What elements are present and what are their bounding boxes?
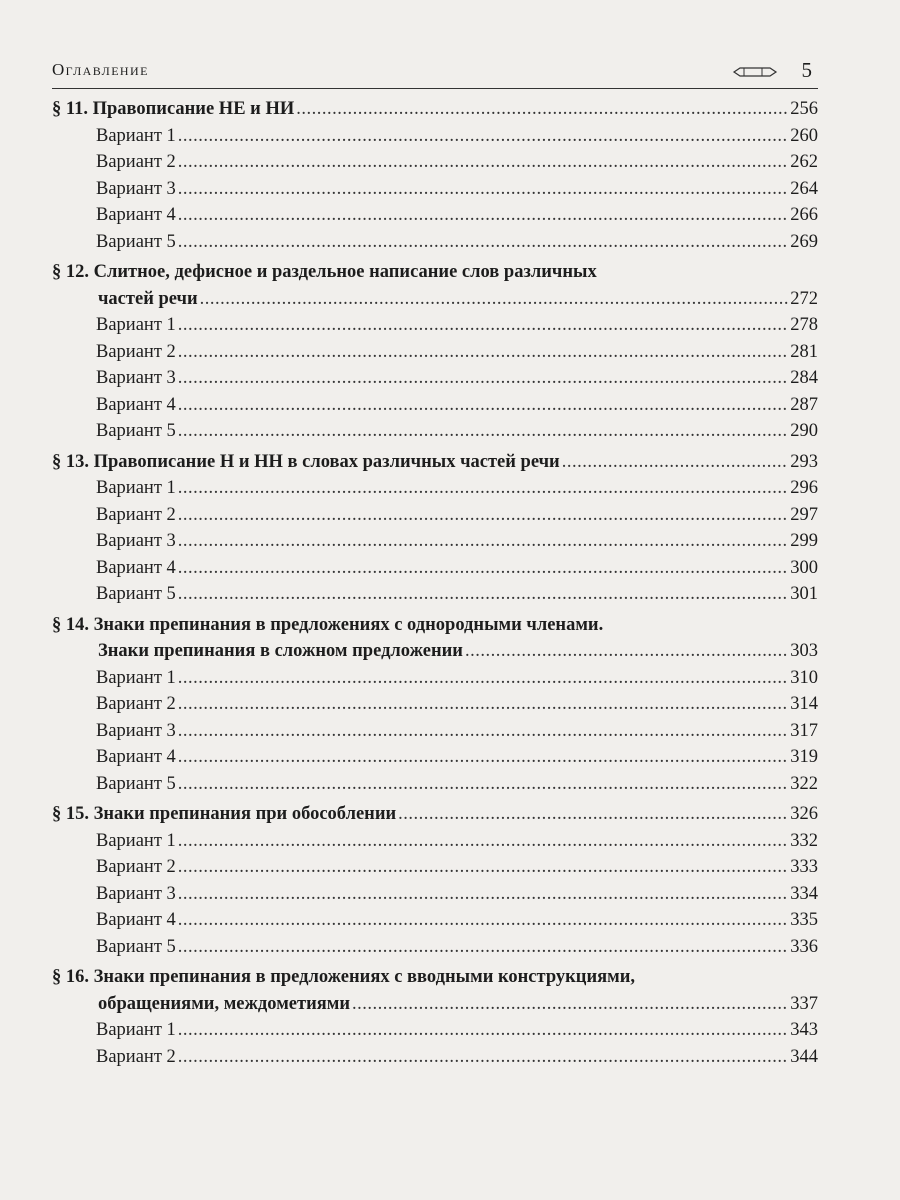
- variant-label: Вариант 5: [96, 231, 176, 252]
- toc-variant-item: [52, 149, 818, 176]
- header-title: Оглавление: [52, 60, 149, 79]
- dot-leader: [178, 771, 788, 798]
- dot-leader: [178, 339, 788, 366]
- toc-variant-item: [52, 202, 818, 229]
- dot-leader: [178, 581, 788, 608]
- variant-label: Вариант 2: [96, 694, 176, 714]
- toc-variant-item: [52, 392, 818, 419]
- variant-page-number: 314: [790, 694, 818, 714]
- toc-variant-item: [52, 339, 818, 366]
- variant-page-number: 334: [790, 883, 818, 904]
- section-title: § 11. Правописание НЕ и НИ: [52, 99, 295, 119]
- toc-section-12: [52, 259, 818, 286]
- toc-variant-item: [52, 744, 818, 771]
- section-page-number: 337: [790, 993, 818, 1014]
- variant-page-number: 278: [790, 315, 818, 335]
- variant-label: Вариант 2: [96, 152, 176, 172]
- toc-variant-item: [52, 502, 818, 529]
- variant-label: Вариант 2: [96, 857, 176, 877]
- section-title: § 13. Правописание Н и НН в словах различных частей речи: [52, 451, 560, 472]
- toc-variant-item: [52, 418, 818, 445]
- dot-leader: [178, 1017, 788, 1044]
- toc-variant-item: [52, 881, 818, 908]
- variant-page-number: 284: [790, 368, 818, 388]
- variant-label: Вариант 3: [96, 531, 176, 551]
- running-header: [52, 58, 818, 86]
- toc-variant-item: [52, 934, 818, 961]
- toc-variant-item: [52, 665, 818, 692]
- variant-label: Вариант 1: [96, 667, 176, 688]
- toc-variant-item: [52, 581, 818, 608]
- dot-leader: [178, 418, 788, 445]
- variant-page-number: 266: [790, 205, 818, 225]
- toc-variant-item: [52, 854, 818, 881]
- variant-label: Вариант 1: [96, 830, 176, 851]
- section-title: § 14. Знаки препинания в предложениях с однородными членами.: [52, 614, 604, 635]
- section-page-number: 272: [790, 288, 818, 309]
- dot-leader: [178, 365, 788, 392]
- variant-page-number: 317: [790, 720, 818, 741]
- variant-label: Вариант 5: [96, 936, 176, 957]
- dot-leader: [178, 907, 788, 934]
- variant-page-number: 260: [790, 125, 818, 146]
- variant-page-number: 281: [790, 341, 818, 362]
- variant-page-number: 269: [790, 231, 818, 252]
- pen-icon: [732, 66, 778, 78]
- dot-leader: [178, 881, 788, 908]
- toc-variant-item: [52, 528, 818, 555]
- dot-leader: [352, 991, 788, 1018]
- section-page-number: 303: [790, 641, 818, 661]
- dot-leader: [178, 528, 788, 555]
- variant-label: Вариант 3: [96, 720, 176, 741]
- table-of-contents: [52, 96, 818, 1070]
- variant-label: Вариант 3: [96, 883, 176, 904]
- section-title: § 15. Знаки препинания при обособлении: [52, 804, 397, 824]
- variant-page-number: 322: [790, 773, 818, 794]
- variant-page-number: 290: [790, 421, 818, 441]
- toc-variant-item: [52, 123, 818, 150]
- header-rule: [52, 88, 818, 89]
- dot-leader: [178, 176, 788, 203]
- variant-page-number: 336: [790, 936, 818, 957]
- toc-variant-item: [52, 555, 818, 582]
- variant-page-number: 333: [790, 857, 818, 877]
- variant-label: Вариант 1: [96, 478, 176, 498]
- variant-label: Вариант 3: [96, 368, 176, 388]
- section-page-number: 256: [790, 99, 818, 119]
- toc-section-16: [52, 964, 818, 991]
- dot-leader: [178, 475, 788, 502]
- dot-leader: [178, 718, 788, 745]
- variant-label: Вариант 5: [96, 773, 176, 794]
- dot-leader: [178, 934, 788, 961]
- toc-variant-item: [52, 718, 818, 745]
- variant-label: Вариант 4: [96, 557, 176, 578]
- variant-label: Вариант 1: [96, 125, 176, 146]
- variant-page-number: 310: [790, 667, 818, 688]
- dot-leader: [296, 96, 788, 123]
- toc-variant-item: [52, 229, 818, 256]
- variant-page-number: 344: [790, 1046, 818, 1067]
- variant-page-number: 297: [790, 504, 818, 525]
- section-title: Знаки препинания в сложном предложении: [98, 641, 463, 661]
- dot-leader: [178, 123, 788, 150]
- variant-label: Вариант 1: [96, 315, 176, 335]
- toc-variant-item: [52, 907, 818, 934]
- toc-section-13: [52, 449, 818, 476]
- variant-label: Вариант 4: [96, 205, 176, 225]
- toc-variant-item: [52, 365, 818, 392]
- dot-leader: [178, 828, 788, 855]
- variant-label: Вариант 2: [96, 1046, 176, 1067]
- toc-variant-item: [52, 828, 818, 855]
- dot-leader: [178, 229, 788, 256]
- dot-leader: [178, 854, 788, 881]
- dot-leader: [465, 638, 788, 665]
- section-page-number: 326: [790, 804, 818, 824]
- variant-page-number: 332: [790, 830, 818, 851]
- variant-label: Вариант 5: [96, 584, 176, 604]
- toc-section-12-line-2: [52, 286, 818, 313]
- dot-leader: [178, 744, 788, 771]
- dot-leader: [178, 555, 788, 582]
- variant-page-number: 299: [790, 531, 818, 551]
- toc-variant-item: [52, 771, 818, 798]
- variant-page-number: 287: [790, 394, 818, 415]
- toc-section-14: [52, 612, 818, 639]
- variant-page-number: 300: [790, 557, 818, 578]
- toc-variant-item: [52, 1017, 818, 1044]
- variant-label: Вариант 4: [96, 747, 176, 767]
- toc-section-15: [52, 801, 818, 828]
- variant-page-number: 335: [790, 910, 818, 930]
- dot-leader: [398, 801, 788, 828]
- section-page-number: 293: [790, 451, 818, 472]
- dot-leader: [200, 286, 788, 313]
- header-page-number: 5: [801, 58, 812, 82]
- toc-section-11: [52, 96, 818, 123]
- variant-page-number: 262: [790, 152, 818, 172]
- toc-variant-item: [52, 691, 818, 718]
- toc-section-16-line-2: [52, 991, 818, 1018]
- dot-leader: [178, 202, 788, 229]
- dot-leader: [178, 502, 788, 529]
- variant-page-number: 343: [790, 1020, 818, 1040]
- toc-variant-item: [52, 475, 818, 502]
- variant-label: Вариант 4: [96, 910, 176, 930]
- section-title: § 16. Знаки препинания в предложениях с вводными конструкциями,: [52, 967, 635, 987]
- variant-label: Вариант 5: [96, 421, 176, 441]
- dot-leader: [178, 312, 788, 339]
- variant-page-number: 264: [790, 178, 818, 199]
- section-title: обращениями, междометиями: [98, 993, 351, 1014]
- variant-label: Вариант 2: [96, 341, 176, 362]
- variant-page-number: 296: [790, 478, 818, 498]
- variant-label: Вариант 3: [96, 178, 176, 199]
- toc-variant-item: [52, 312, 818, 339]
- section-title: § 12. Слитное, дефисное и раздельное написание слов различных: [52, 262, 597, 282]
- dot-leader: [178, 149, 788, 176]
- toc-variant-item: [52, 1044, 818, 1071]
- section-title: частей речи: [98, 288, 198, 309]
- variant-page-number: 319: [790, 747, 818, 767]
- dot-leader: [178, 691, 788, 718]
- variant-page-number: 301: [790, 584, 818, 604]
- variant-label: Вариант 1: [96, 1020, 176, 1040]
- variant-label: Вариант 4: [96, 394, 176, 415]
- variant-label: Вариант 2: [96, 504, 176, 525]
- dot-leader: [178, 1044, 788, 1071]
- dot-leader: [562, 449, 788, 476]
- dot-leader: [178, 392, 788, 419]
- toc-variant-item: [52, 176, 818, 203]
- toc-section-14-line-2: [52, 638, 818, 665]
- dot-leader: [178, 665, 788, 692]
